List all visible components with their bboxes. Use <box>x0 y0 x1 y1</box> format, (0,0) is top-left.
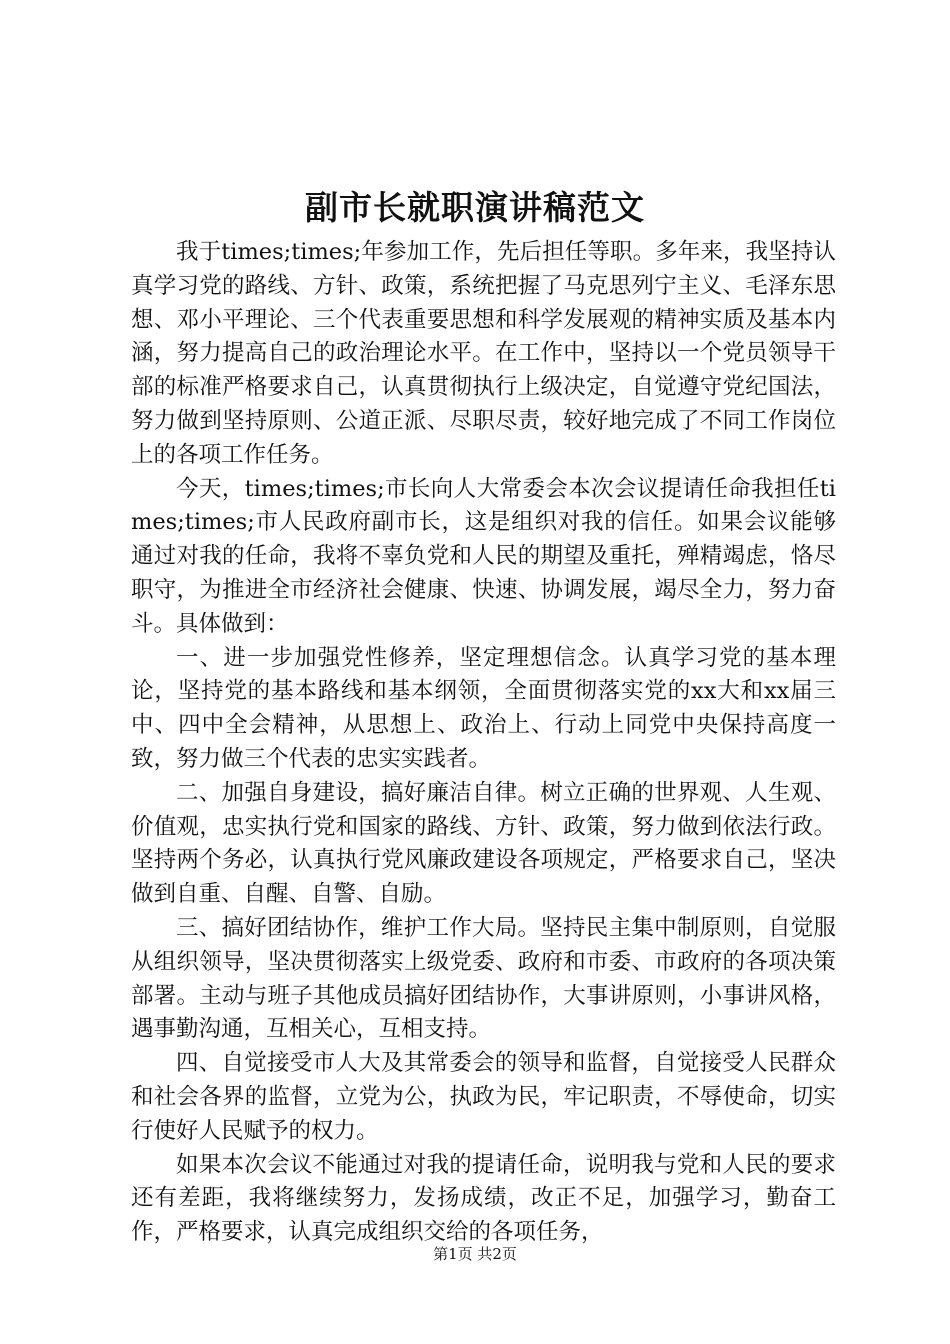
paragraph-7: 如果本次会议不能通过对我的提请任命，说明我与党和人民的要求还有差距，我将继续努力，发扬成绩，改正不足，加强学习，勤奋工作，严格要求，认真完成组织交给的各项任务， <box>131 1151 836 1246</box>
paragraph-2: 今天，times;times;市长向人大常委会本次会议提请任命我担任times;times;市人民政府副市长，这是组织对我的信任。如果会议能够通过对我的任命，我将不辜负党和人民的期望及重托，殚精竭虑，恪尽职守，为推进全市经济社会健康、快速、协调发展，竭尽全力，努力奋斗。具体做到： <box>131 475 836 637</box>
paragraph-3: 一、进一步加强党性修养，坚定理想信念。认真学习党的基本理论，坚持党的基本路线和基本纲领，全面贯彻落实党的xx大和xx届三中、四中全会精神，从思想上、政治上、行动上同党中央保持高度一致，努力做三个代表的忠实实践者。 <box>131 644 836 772</box>
document-title: 副市长就职演讲稿范文 <box>305 188 645 227</box>
paragraph-6: 四、自觉接受市人大及其常委会的领导和监督，自觉接受人民群众和社会各界的监督，立党为公，执政为民，牢记职责，不辱使命，切实行使好人民赋予的权力。 <box>131 1050 836 1144</box>
document-body <box>131 236 836 1250</box>
page-footer: 第1页 共2页 <box>433 1245 517 1263</box>
paragraph-5: 三、搞好团结协作，维护工作大局。坚持民主集中制原则，自觉服从组织领导，坚决贯彻落实上级党委、政府和市委、市政府的各项决策部署。主动与班子其他成员搞好团结协作，大事讲原则，小事讲风格，遇事勤沟通，互相关心，互相支持。 <box>131 914 836 1043</box>
paragraph-1: 我于times;times;年参加工作，先后担任等职。多年来，我坚持认真学习党的路线、方针、政策，系统把握了马克思列宁主义、毛泽东思想、邓小平理论、三个代表重要思想和科学发展观的精神实质及基本内涵，努力提高自己的政治理论水平。在工作中，坚持以一个党员领导干部的标准严格要求自己，认真贯彻执行上级决定，自觉遵守党纪国法，努力做到坚持原则、公道正派、尽职尽责，较好地完成了不同工作岗位上的各项工作任务。 <box>131 239 836 468</box>
paragraph-4: 二、加强自身建设，搞好廉洁自律。树立正确的世界观、人生观、价值观，忠实执行党和国家的路线、方针、政策，努力做到依法行政。坚持两个务必，认真执行党风廉政建设各项规定，严格要求自己，坚决做到自重、自醒、自警、自励。 <box>131 779 836 908</box>
